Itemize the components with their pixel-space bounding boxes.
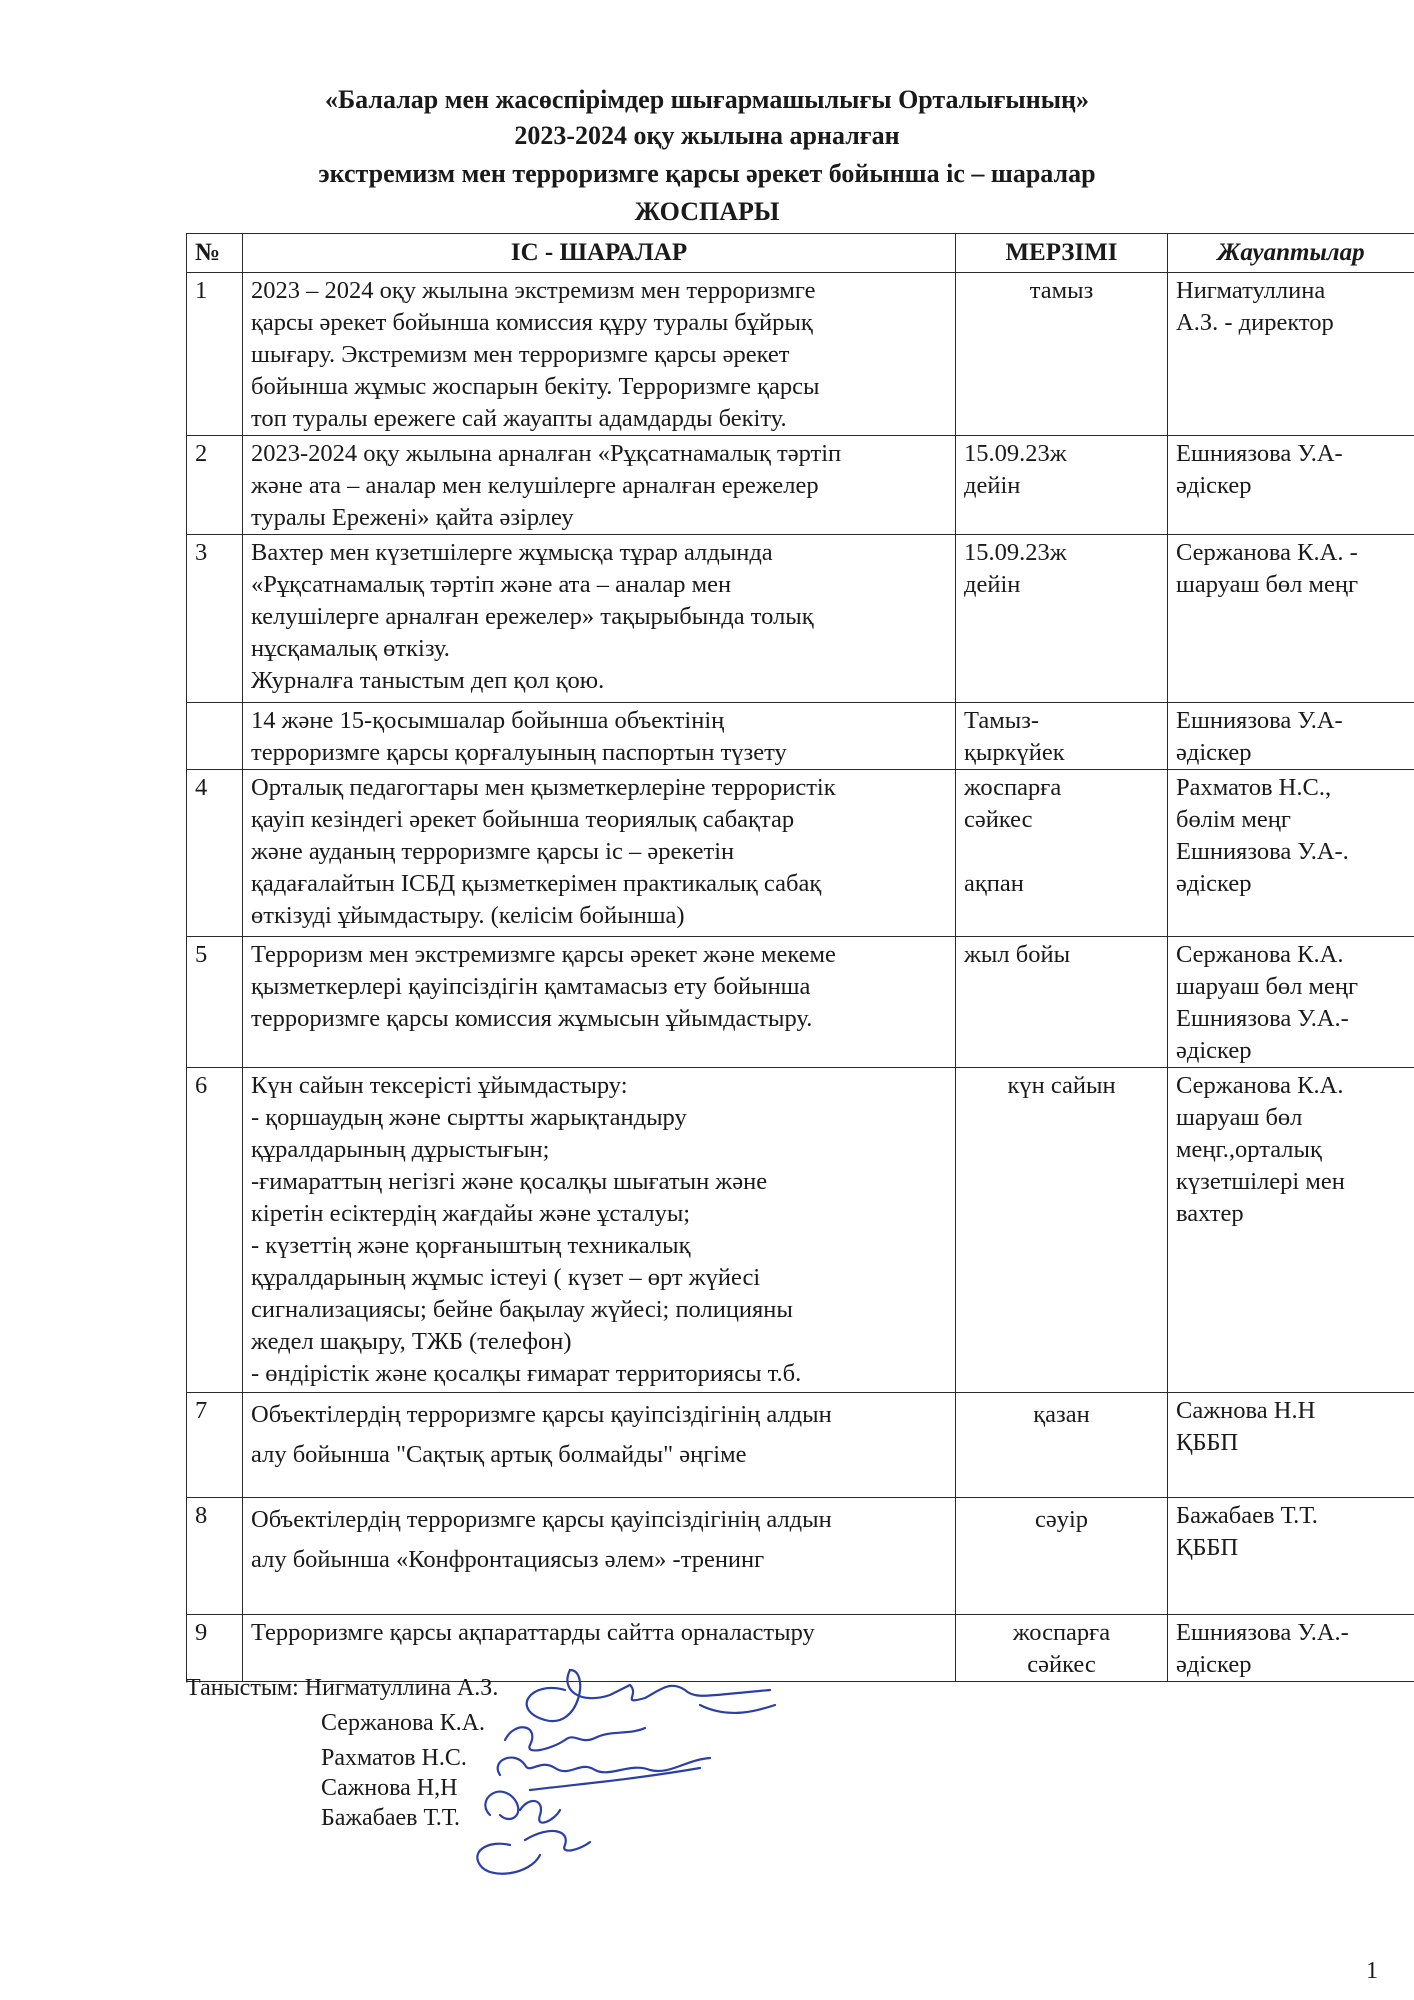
activity-line: қарсы әрекет бойынша комиссия құру туралы бұйрық xyxy=(251,309,813,336)
header-responsible: Жауаптылар xyxy=(1168,234,1414,273)
acknowledged-name: Сержанова К.А. xyxy=(321,1710,486,1736)
activity-line: «Рұқсатнамалық тәртіп және ата – аналар мен xyxy=(251,571,732,598)
responsible-line: әдіскер xyxy=(1176,1037,1252,1064)
activity-line: және ауданың терроризмге қарсы іс – әрекетін xyxy=(251,838,735,865)
responsible-line: вахтер xyxy=(1176,1200,1244,1227)
deadline-line: жоспарға xyxy=(964,774,1062,801)
activity-cell xyxy=(243,273,956,436)
responsible-line: Бажабаев Т.Т. xyxy=(1176,1502,1318,1529)
deadline-line: сәйкес xyxy=(964,806,1033,833)
responsible-cell xyxy=(1168,703,1414,770)
header-activity: ІС - ШАРАЛАР xyxy=(243,234,956,273)
page-number: 1 xyxy=(1366,1958,1378,1984)
activity-line: келушілерге арналған ережелер» тақырыбында толық xyxy=(251,603,814,630)
row-number: 3 xyxy=(187,535,243,703)
activity-cell xyxy=(243,1068,956,1393)
deadline-cell xyxy=(956,273,1168,436)
responsible-line: күзетшілері мен xyxy=(1176,1168,1345,1195)
responsible-line: Сержанова К.А. - xyxy=(1176,539,1358,566)
activity-line: Терроризмге қарсы ақпараттарды сайтта орналастыру xyxy=(251,1619,815,1646)
deadline-line: Тамыз- xyxy=(964,707,1040,734)
responsible-line: Сержанова К.А. xyxy=(1176,1072,1344,1099)
table-row xyxy=(187,436,1414,535)
responsible-cell xyxy=(1168,436,1414,535)
deadline-cell xyxy=(956,1615,1168,1682)
activity-line: қауіп кезіндегі әрекет бойынша теориялық сабақтар xyxy=(251,806,795,833)
activity-line: қадағалайтын ІСБД қызметкерімен практикалық сабақ xyxy=(251,870,822,897)
acknowledged-name: Сажнова Н,Н xyxy=(321,1775,458,1801)
handwritten-signatures xyxy=(470,1650,790,1880)
activity-cell xyxy=(243,1498,956,1615)
responsible-line: әдіскер xyxy=(1176,739,1252,766)
row-number xyxy=(187,703,243,770)
responsible-cell xyxy=(1168,770,1414,937)
responsible-line: шаруаш бөл меңг xyxy=(1176,973,1359,1000)
deadline-cell xyxy=(956,1498,1168,1615)
row-number: 9 xyxy=(187,1615,243,1682)
activity-line: Объектілердің терроризмге қарсы қауіпсіздігінің алдын xyxy=(251,1401,832,1428)
deadline-line: жоспарға xyxy=(1012,1619,1111,1646)
activity-line: құралдарының жұмыс істеуі ( күзет – өрт жүйесі xyxy=(251,1264,761,1291)
activity-line: алу бойынша "Сақтық артық болмайды" әңгіме xyxy=(251,1441,747,1468)
responsible-line: Ешниязова У.А- xyxy=(1176,440,1343,467)
table-row xyxy=(187,1393,1414,1498)
table-row xyxy=(187,273,1414,436)
responsible-line: ҚББП xyxy=(1176,1429,1239,1456)
row-number: 2 xyxy=(187,436,243,535)
deadline-cell xyxy=(956,770,1168,937)
activity-line: алу бойынша «Конфронтациясыз әлем» -тренинг xyxy=(251,1546,765,1573)
responsible-cell xyxy=(1168,1393,1414,1498)
responsible-line: Нигматуллина xyxy=(1176,277,1326,304)
responsible-cell xyxy=(1168,1068,1414,1393)
acknowledged-label: Таныстым: Нигматуллина А.З. xyxy=(186,1675,499,1701)
row-number: 4 xyxy=(187,770,243,937)
responsible-line: Сажнова Н.Н xyxy=(1176,1397,1316,1424)
signature-4 xyxy=(485,1792,560,1823)
activity-line: Журналға таныстым деп қол қою. xyxy=(251,667,605,694)
acknowledged-name: Рахматов Н.С. xyxy=(321,1745,467,1771)
activity-line: қызметкерлері қауіпсіздігін қамтамасыз ету бойынша xyxy=(251,973,811,1000)
title-line-3: экстремизм мен терроризмге қарсы әрекет бойынша іс – шаралар xyxy=(318,159,1096,188)
deadline-line: 15.09.23ж xyxy=(964,539,1067,566)
signature-5 xyxy=(477,1831,590,1874)
responsible-cell xyxy=(1168,1498,1414,1615)
responsible-line: Ешниязова У.А.- xyxy=(1176,1619,1349,1646)
activity-line: шығару. Экстремизм мен терроризмге қарсы әрекет xyxy=(251,341,790,368)
responsible-line: А.З. - директор xyxy=(1176,309,1334,336)
signature-1 xyxy=(527,1670,775,1721)
deadline-cell xyxy=(956,535,1168,703)
table-row xyxy=(187,1498,1414,1615)
activity-line: және ата – аналар мен келушілерге арналған ережелер xyxy=(251,472,819,499)
activity-line: нұсқамалық өткізу. xyxy=(251,635,450,662)
deadline-line: жыл бойы xyxy=(964,941,1071,968)
responsible-line: Ешниязова У.А- xyxy=(1176,707,1343,734)
signature-3 xyxy=(498,1758,710,1790)
responsible-line: бөлім меңг xyxy=(1176,806,1291,833)
deadline-line xyxy=(964,836,1159,868)
responsible-line: әдіскер xyxy=(1176,870,1252,897)
activity-line: бойынша жұмыс жоспарын бекіту. Терроризмге қарсы xyxy=(251,373,820,400)
responsible-line: меңг.,орталық xyxy=(1176,1136,1322,1163)
activity-cell xyxy=(243,703,956,770)
activity-line: құралдарының дұрыстығын; xyxy=(251,1136,550,1163)
deadline-line: сәуір xyxy=(1034,1506,1089,1533)
table-header-row xyxy=(187,234,1414,273)
activity-cell xyxy=(243,535,956,703)
activity-plan-table xyxy=(186,233,1414,1682)
table-row xyxy=(187,1068,1414,1393)
deadline-line: ақпан xyxy=(964,870,1024,897)
activity-line: - қоршаудың және сыртты жарықтандыру xyxy=(251,1104,687,1131)
table-row xyxy=(187,703,1414,770)
activity-line: -ғимараттың негізгі және қосалқы шығатын және xyxy=(251,1168,768,1195)
activity-line: Терроризм мен экстремизмге қарсы әрекет және мекеме xyxy=(251,941,836,968)
activity-line: өткізуді ұйымдастыру. (келісім бойынша) xyxy=(251,902,685,929)
deadline-cell xyxy=(956,937,1168,1068)
deadline-cell xyxy=(956,1068,1168,1393)
responsible-line: Ешниязова У.А.- xyxy=(1176,1005,1349,1032)
row-number: 1 xyxy=(187,273,243,436)
header-deadline: МЕРЗІМІ xyxy=(956,234,1168,273)
responsible-line: шаруаш бөл xyxy=(1176,1104,1303,1131)
title-line-4: ЖОСПАРЫ xyxy=(634,197,780,226)
responsible-cell xyxy=(1168,535,1414,703)
deadline-cell xyxy=(956,703,1168,770)
activity-line: Орталық педагогтары мен қызметкерлеріне террористік xyxy=(251,774,836,801)
deadline-line: дейін xyxy=(964,472,1021,499)
deadline-line: тамыз xyxy=(1029,277,1094,304)
activity-line: 2023-2024 оқу жылына арналған «Рұқсатнамалық тәртіп xyxy=(251,440,842,467)
responsible-line: Сержанова К.А. xyxy=(1176,941,1344,968)
activity-line: туралы Ережені» қайта әзірлеу xyxy=(251,504,574,531)
title-line-1: «Балалар мен жасөспірімдер шығармашылығы Орталығының» xyxy=(324,85,1089,114)
table-row xyxy=(187,770,1414,937)
responsible-line: әдіскер xyxy=(1176,1651,1252,1678)
table-body xyxy=(187,273,1414,1682)
activity-line: кіретін есіктердің жағдайы және ұсталуы; xyxy=(251,1200,691,1227)
responsible-line: Ешниязова У.А-. xyxy=(1176,838,1349,865)
header-number: № xyxy=(187,234,243,273)
deadline-line: 15.09.23ж xyxy=(964,440,1067,467)
table-row xyxy=(187,937,1414,1068)
activity-cell xyxy=(243,770,956,937)
activity-line: Объектілердің терроризмге қарсы қауіпсіздігінің алдын xyxy=(251,1506,832,1533)
activity-line: топ туралы ережеге сай жауапты адамдарды бекіту. xyxy=(251,405,787,432)
activity-line: - күзеттің және қорғаныштың техникалық xyxy=(251,1232,691,1259)
activity-cell xyxy=(243,937,956,1068)
row-number: 8 xyxy=(187,1498,243,1615)
activity-line: жедел шақыру, ТЖБ (телефон) xyxy=(251,1328,572,1355)
activity-line: терроризмге қарсы қорғалуының паспортын түзету xyxy=(251,739,787,766)
responsible-line: шаруаш бөл меңг xyxy=(1176,571,1359,598)
responsible-cell xyxy=(1168,937,1414,1068)
activity-line: Вахтер мен күзетшілерге жұмысқа тұрар алдында xyxy=(251,539,773,566)
responsible-cell xyxy=(1168,1615,1414,1682)
deadline-line: күн сайын xyxy=(1007,1072,1116,1099)
activity-line: сигнализациясы; бейне бақылау жүйесі; полицияны xyxy=(251,1296,793,1323)
deadline-line: сәйкес xyxy=(1027,1651,1096,1678)
responsible-line: Рахматов Н.С., xyxy=(1176,774,1332,801)
acknowledged-name: Бажабаев Т.Т. xyxy=(321,1805,461,1831)
row-number: 6 xyxy=(187,1068,243,1393)
responsible-line: ҚББП xyxy=(1176,1534,1239,1561)
activity-line: 2023 – 2024 оқу жылына экстремизм мен терроризмге xyxy=(251,277,816,304)
activity-cell xyxy=(243,436,956,535)
row-number: 5 xyxy=(187,937,243,1068)
row-number: 7 xyxy=(187,1393,243,1498)
deadline-line: қазан xyxy=(1033,1401,1090,1428)
title-line-2: 2023-2024 оқу жылына арналған xyxy=(514,121,900,150)
activity-line: Күн сайын тексерісті ұйымдастыру: xyxy=(251,1072,628,1099)
table-row xyxy=(187,535,1414,703)
deadline-line: дейін xyxy=(964,571,1021,598)
activity-line: - өндірістік және қосалқы ғимарат территориясы т.б. xyxy=(251,1360,802,1387)
activity-line: 14 және 15-қосымшалар бойынша объектінің xyxy=(251,707,725,734)
activity-cell xyxy=(243,1393,956,1498)
responsible-line: әдіскер xyxy=(1176,472,1252,499)
deadline-line: қыркүйек xyxy=(964,739,1065,766)
responsible-cell xyxy=(1168,273,1414,436)
deadline-cell xyxy=(956,1393,1168,1498)
deadline-cell xyxy=(956,436,1168,535)
signature-2 xyxy=(505,1727,645,1750)
activity-line: терроризмге қарсы комиссия жұмысын ұйымдастыру. xyxy=(251,1005,813,1032)
